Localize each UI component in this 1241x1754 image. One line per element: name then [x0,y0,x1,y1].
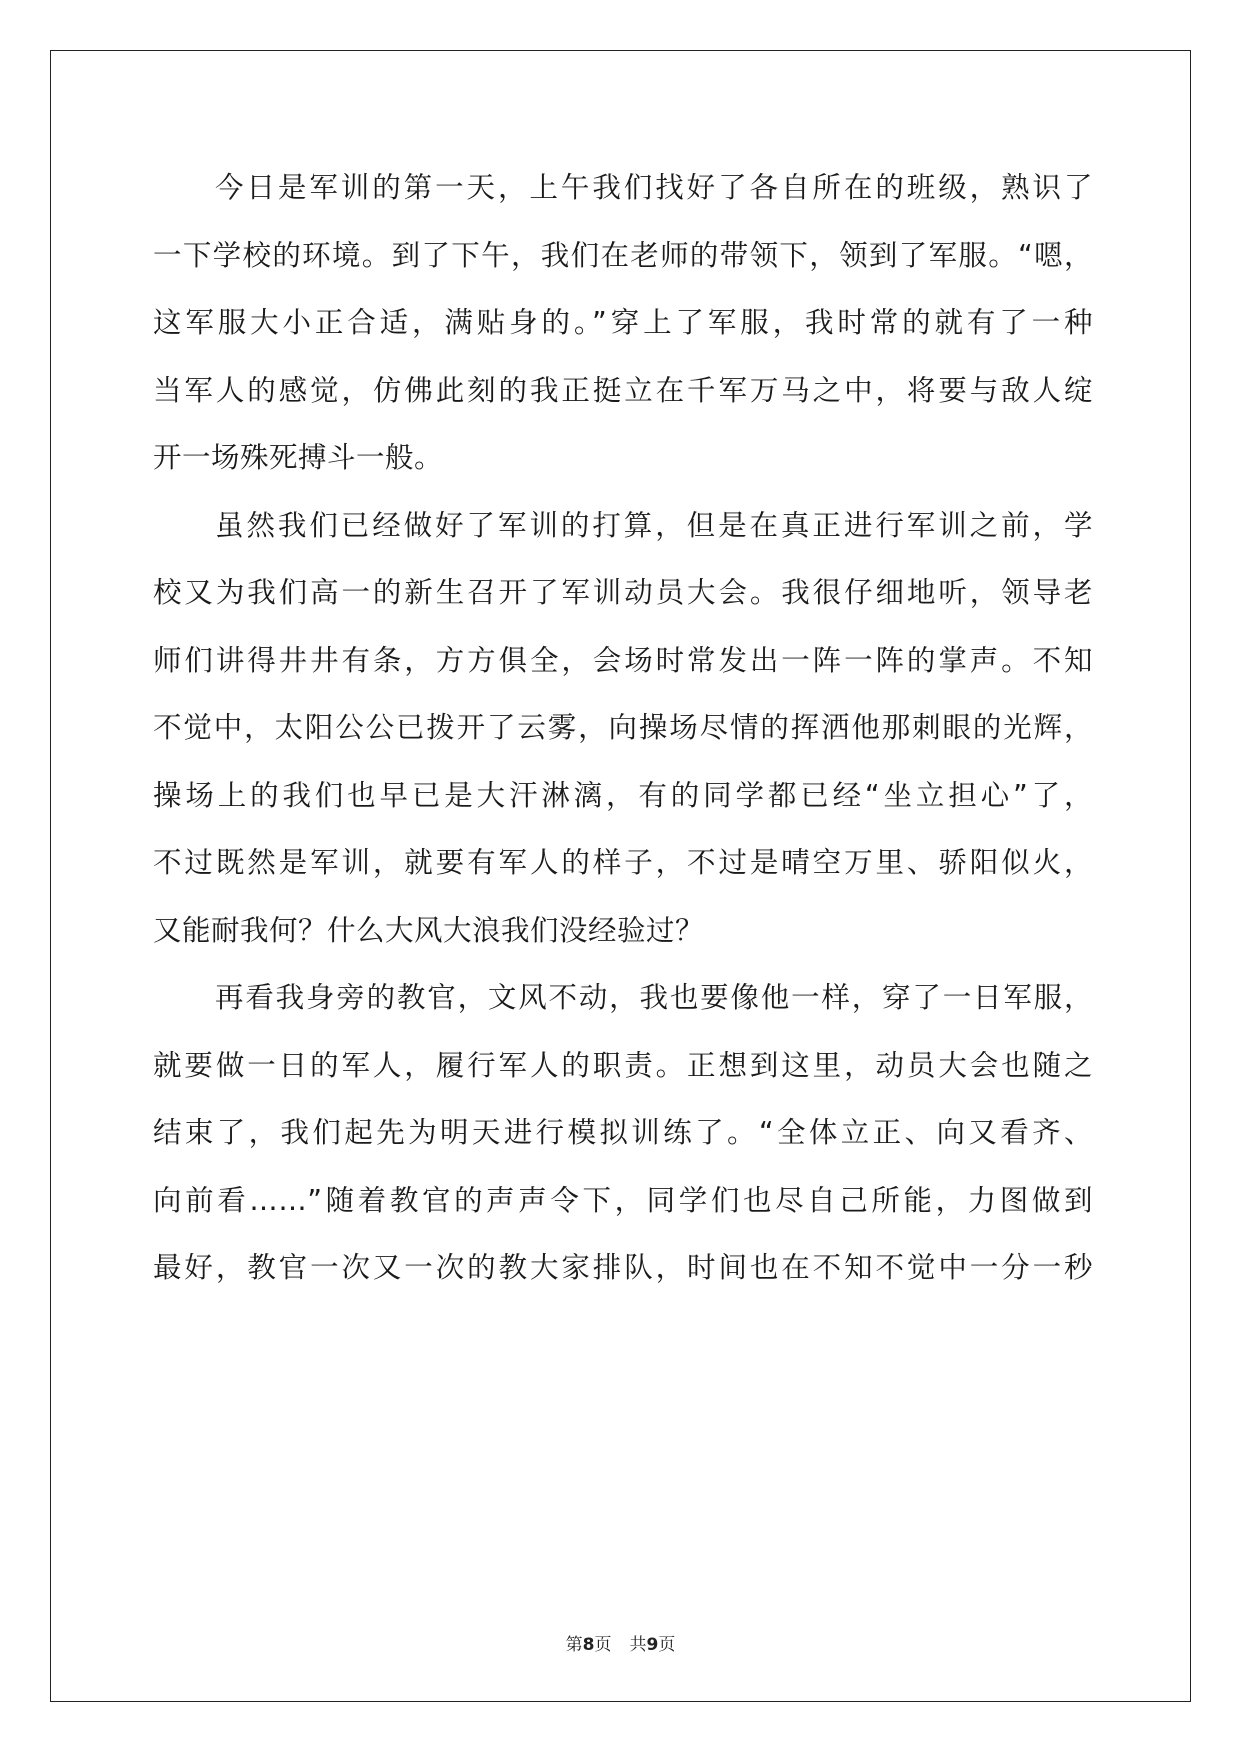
paragraph [153,154,1093,492]
text-line: 结束了，我们起先为明天进行模拟训练了。“全体立正、向又看齐、 [153,1116,1093,1149]
text-line: 一下学校的环境。到了下午，我们在老师的带领下，领到了军服。“嗯， [153,238,1093,272]
text-line: 虽然我们已经做好了军训的打算，但是在真正进行军训之前，学 [215,508,1093,542]
total-unit: 页 [658,1635,676,1655]
document-body [153,154,1093,1302]
text-line: 不觉中，太阳公公已拨开了云雾，向操场尽情的挥洒他那刺眼的光辉， [153,711,1093,744]
text-line: 向前看……”随着教官的声声令下，同学们也尽自己所能，力图做到 [153,1183,1093,1217]
text-line: 又能耐我何？什么大风大浪我们没经验过？ [153,913,705,947]
text-line: 再看我身旁的教官，文风不动，我也要像他一样，穿了一日军服， [215,981,1093,1014]
page-prefix: 第 [565,1635,583,1655]
page-unit: 页 [594,1635,612,1655]
total-prefix: 共 [629,1635,647,1655]
text-line: 不过既然是军训，就要有军人的样子，不过是晴空万里、骄阳似火， [153,846,1093,879]
text-line: 操场上的我们也早已是大汗淋漓，有的同学都已经“坐立担心”了， [153,778,1093,812]
text-line: 校又为我们高一的新生召开了军训动员大会。我很仔细地听，领导老 [153,576,1093,609]
page-number-footer [0,1630,1241,1655]
paragraph [153,964,1093,1302]
text-line: 最好，教官一次又一次的教大家排队，时间也在不知不觉中一分一秒 [153,1251,1093,1284]
paragraph [153,492,1093,965]
current-page-number: 8 [582,1635,595,1655]
text-line: 就要做一日的军人，履行军人的职责。正想到这里，动员大会也随之 [153,1048,1093,1082]
text-line: 当军人的感觉，仿佛此刻的我正挺立在千军万马之中，将要与敌人绽 [153,373,1093,407]
text-line: 今日是军训的第一天，上午我们找好了各自所在的班级，熟识了 [215,171,1093,204]
text-line: 开一场殊死搏斗一般。 [153,441,444,474]
text-line: 师们讲得井井有条，方方俱全，会场时常发出一阵一阵的掌声。不知 [153,643,1093,677]
text-line: 这军服大小正合适，满贴身的。”穿上了军服，我时常的就有了一种 [153,306,1093,339]
total-page-number: 9 [646,1635,659,1655]
